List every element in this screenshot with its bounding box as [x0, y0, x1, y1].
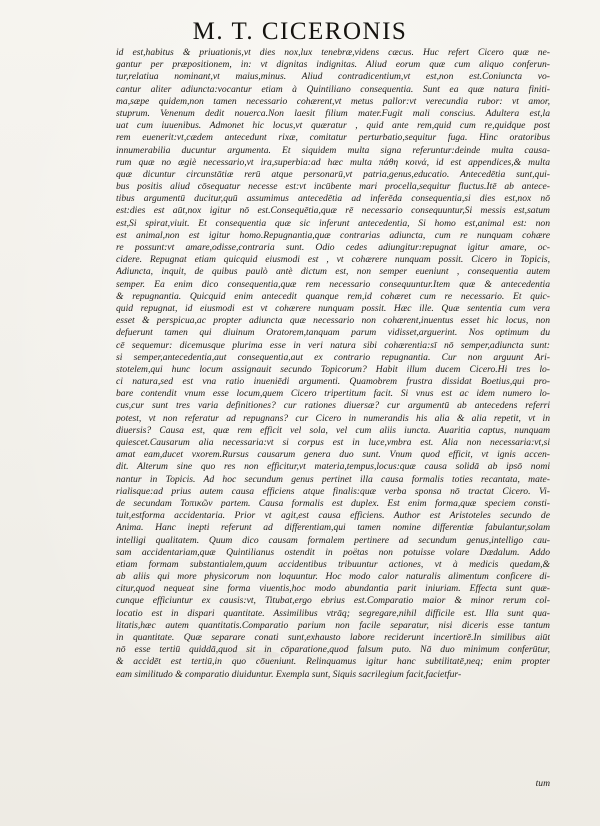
- text-line: quæ dicuntur circunstātiæ rerū atque personarū,vt patria,genus,educatio. Antecedētia sunt,qui-: [116, 168, 550, 180]
- text-line: rem euenerit:vt,cædem antecedunt rixæ, comitatur perturbatio,sequitur fuga. Hinc oratoribus: [116, 132, 550, 144]
- text-line: rialisque:ad prius autem causa efficiens atque finalis:quæ verba sponsa nō tractat Cicero. Vi-: [116, 485, 550, 497]
- text-line: eam similitudo & comparatio diuiduntur. Exempla sunt, Siquis sacrilegium facit,facietfur-: [116, 668, 462, 680]
- text-line: cantur aliter adiuncta:vocantur etiam à Quintiliano consequentia. Sunt ea quæ natura finiti-: [116, 83, 550, 95]
- text-line: cidere. Repugnat etiam quicquid eiusmodi est , vt cohærere nunquam possit. Cicero in Topicis,: [116, 254, 550, 266]
- text-line: gantur per præpositionem, in: vt dignitas indignitas. Aliud eorum quæ cum aliquo conferun-: [116, 59, 550, 71]
- text-line: ab aliis qui more physicorum non loquuntur. Hoc modo calor naturalis alimentum conficere di-: [116, 571, 550, 583]
- text-line: uat cum iuuenibus. Admonet hic locus,vt quæratur , quid ante rem,quid cum re,quidque post: [116, 120, 550, 132]
- text-line: & accidēt est tertiū,in quo cōueniunt. Relinquamus igitur hanc subtilitatē,neq; enim propter: [116, 656, 550, 668]
- text-line: est,Si spirat,viuit. Et consequentia quæ sic inferunt antecedentia, Si homo est,animal est: non: [116, 217, 550, 229]
- text-line: nantur in Topicis. Ad hoc secundum genus pertinet illa causa formalis toties recantata, mate-: [116, 473, 550, 485]
- text-line: de secundam Τοπικῶν partem. Causa formalis est duplex. Est enim forma,quæ speciem consti-: [116, 497, 550, 509]
- body-text: [116, 47, 550, 681]
- text-line: tur,relatiua nominant,vt maius,minus. Aliud contradicentium,vt est,non est.Coniuncta vo-: [116, 71, 550, 83]
- text-line: potest, vt non referatur ad repugnans? cur Cicero in numerandis his alia & alia repetit, vt in: [116, 412, 550, 424]
- text-line: esset & perspicua,ac propter adiuncta quæ necessario non cohærent,inuentus esset hic locus, non: [116, 315, 550, 327]
- text-line: si semper,antecedentia,aut consequentia,aut ex contrario repugnantia. Cur non arguunt Ari-: [116, 351, 550, 363]
- text-line: re possunt:vt amare,odisse,contraria sunt. Odio cedes adiungitur:repugnat igitur amare, oc-: [116, 242, 550, 253]
- paper-stain: [228, 650, 280, 660]
- text-line: Anima. Hanc inepti referunt ad differentiam,qui tamen nomine differentiæ fabulantur,solam: [116, 522, 550, 534]
- text-line: est animal,non est igitur homo.Repugnantia,quæ contrarias adiuncta, cum re nunquam cohære: [116, 229, 550, 241]
- text-line: stotelem,qui hunc locum assignauit secundo Topicorum? Habit illum ducem Cicero.Hi tres lo-: [116, 363, 550, 375]
- text-line: ci natura,sed est vna ratio inueniēdi argumenti. Quamobrem frustra dissidat Boetius,qui pro-: [116, 376, 550, 388]
- text-line: dit. Alterum sine quo res non efficitur,vt materia,tempus,locus:quæ causa solidā ab ipsō nomi: [116, 461, 550, 473]
- text-line: locatio est in dispari quantitate. Assimilibus vtrāq; segregare,nihil difficile est. Illa sunt qua-: [116, 607, 550, 619]
- text-line: in quantitate. Quæ separare conati sunt,exhausto labore reciderunt incertiorē.In similibus aiūt: [116, 632, 550, 643]
- text-line: quiescet.Causarum alia necessaria:vt si corpus est in luce,vmbra est. Alia non necessaria:vt,si: [116, 437, 550, 448]
- catchword: tum: [535, 778, 550, 789]
- text-line: etiam formam substantialem,quum accidentibus tribuuntur actiones, vt à medicis quedam,&: [116, 558, 550, 570]
- text-line: quid repugnat, id eiusmodi est vt cohærere nunquam possit. Hæc ille. Quæ sententia cum vera: [116, 302, 550, 314]
- text-line: id est,habitus & priuationis,vt dies nox,lux tenebræ,videns cæcus. Huc refert Cicero quæ ne-: [116, 47, 550, 58]
- text-line: defuerunt tamen qui diuinum Oratorem,tanquam parum vidisset,arguerint. Nos optimum du: [116, 327, 550, 339]
- running-header: M. T. CICERONIS: [192, 18, 408, 45]
- text-line: diuersis? Causa est, quæ rem efficit vel sola, vel cum aliis iuncta. Auaritia captus, nunquam: [116, 424, 550, 436]
- text-line: rum quæ no ægiè necessario,vt ira,superbia:ad hæc multa πάθη κοινά, id est appendices,& multa: [116, 156, 550, 168]
- text-line: ma,sæpe quidem,non tamen necessario cohærent,vt metus pallor:vt verecundia rubor: vt amor,: [116, 95, 550, 107]
- text-line: innumerabilia ducuntur argumenta. Et siquidem multa signa referuntur:deinde multa causa-: [116, 144, 550, 156]
- text-line: intelligi qualitatem. Quum dico causam formalem pertinere ad secundum genus,intelligo cau-: [116, 534, 550, 546]
- text-line: Adiuncta, inquit, de quibus paulò antè dictum est, non semper eueniunt , consequentia autem: [116, 266, 550, 278]
- text-line: tuit,estforma accidentaria. Prior vt agit,est causa efficiens. Author est Aristoteles secundo de: [116, 510, 550, 522]
- text-line: cē sequemur: dicemusque plurima esse in veri natura sibi cohærentia:sī nō semper,adiuncta sunt:: [116, 339, 550, 351]
- text-line: cus,cur sunt tres varia definitiones? cur rationes diuersæ? cur argumentū ab antecedens referri: [116, 400, 550, 412]
- text-line: amat eam,ducet vxorem.Rursus causarum genera duo sunt. Vnum quod efficit, vt ignis accen-: [116, 449, 550, 461]
- text-line: & repugnantia. Quicquid enim antecedit quanque rem,id cohæret cum re necessario. Et quic-: [116, 290, 550, 302]
- text-line: tibus argumentū ducitur,quū assumimus antecedētia ad inferēda consequentia,si dies est,nox nō: [116, 193, 550, 205]
- text-line: litatis,hæc autem quantitatis.Comparatio parium non facile separatur, nisi diceris esse tantum: [116, 619, 550, 631]
- text-line: sam accidentariam,quæ Quintilianus ostendit in poëtas non potuisse volare Dædalum. Addo: [116, 546, 550, 558]
- text-line: bare contendit vnum esse locum,quem Cicero tripertitum facit. Si vnus est ac idem numero lo-: [116, 388, 550, 400]
- text-line: semper. Ea enim dico consequentia,quæ rem necessario consequuntur.Item quæ & antecedentia: [116, 278, 550, 290]
- text-line: citur,quod nequeat sine forma viuentis,hoc modo abundantia parit iniuriam. Effecta sunt quæ-: [116, 583, 550, 595]
- text-line: cunque efficiuntur ex causis:vt, Titubat,ergo ebrius est.Comparatio maior & minor rerum col-: [116, 595, 550, 607]
- text-line: est:dies est aūt,nox igitur nō est.Consequētia,quæ rē necessario consequuntur,Si messis est,satum: [116, 205, 550, 217]
- text-line: bus positis aliud cōsequatur necesse est:vt incūbente mari procella,sequitur fluctus.Itē ab antece-: [116, 181, 550, 193]
- text-line: stuprum. Venenum dedit nouerca.Non laesit filium mater.Fugit mali conscius. Adultera est,la: [116, 107, 550, 119]
- text-line: nō esse tertiū quiddā,quod sit in cōparatione,quod falsum puto. Nā duo minimum conferūtur,: [116, 644, 550, 656]
